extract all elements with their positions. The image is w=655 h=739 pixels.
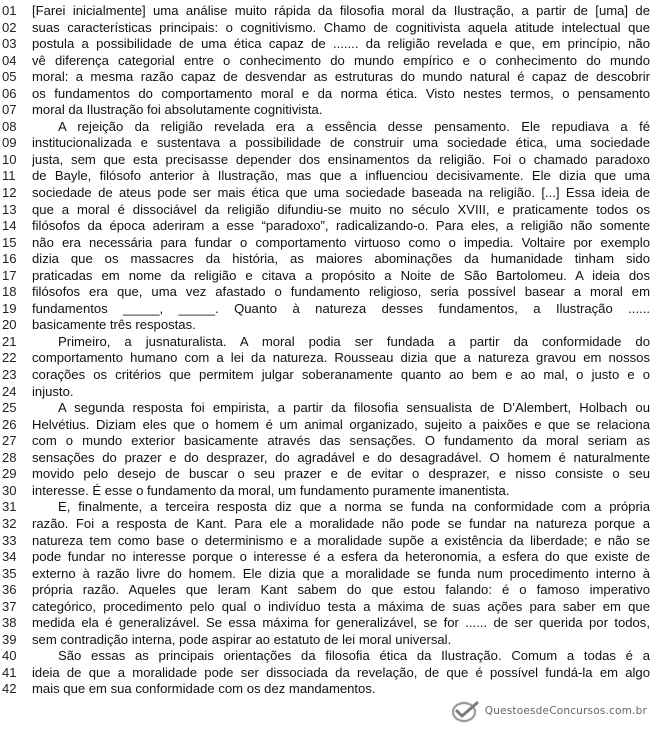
text-line bbox=[0, 317, 655, 334]
line-text: que a moral é dissociável da religião difundiu-se muito no século XVIII, e praticamente todos os bbox=[32, 201, 650, 217]
text-line bbox=[0, 301, 655, 318]
line-text: sociedade de ateus pode ser mais ética que uma sociedade baseada na religião. [...] Essa ideia de bbox=[32, 185, 650, 201]
text-line bbox=[0, 350, 655, 367]
line-text: filósofos era que, uma vez afastado o fundamento religioso, seria possível basear a moral em bbox=[32, 284, 650, 300]
text-line bbox=[0, 632, 655, 649]
line-text: São essas as principais orientações da filosofia ética da Ilustração. Comum a todas é a bbox=[58, 648, 650, 664]
line-number: 41 bbox=[2, 664, 17, 680]
line-number: 12 bbox=[2, 185, 17, 201]
line-number: 20 bbox=[2, 317, 17, 333]
line-text: com o mundo exterior basicamente através das sensações. O fundamento da moral seriam as bbox=[32, 433, 650, 449]
text-line bbox=[0, 3, 655, 20]
line-number: 09 bbox=[2, 135, 17, 151]
line-text: mais que em sua conformidade com os dez mandamentos. bbox=[32, 681, 376, 697]
line-text: medida ela é generalizável. Se essa máxima for generalizável, se for ...... de ser querida por todos, bbox=[32, 615, 650, 631]
line-number: 24 bbox=[2, 383, 17, 399]
text-line bbox=[0, 235, 655, 252]
line-number: 04 bbox=[2, 52, 17, 68]
text-line bbox=[0, 284, 655, 301]
text-line bbox=[0, 648, 655, 665]
line-text: externo à razão livre do homem. Ele dizia que a moralidade se funda num procedimento interno à bbox=[32, 565, 650, 581]
source-watermark bbox=[451, 699, 647, 723]
text-line bbox=[0, 367, 655, 384]
text-line bbox=[0, 202, 655, 219]
line-number: 33 bbox=[2, 532, 17, 548]
line-number: 26 bbox=[2, 416, 17, 432]
check-circle-logo-icon bbox=[451, 699, 481, 723]
line-text: razão. Foi a resposta de Kant. Para ele a moralidade não pode se fundar na natureza porque a bbox=[32, 515, 650, 531]
line-number: 39 bbox=[2, 631, 17, 647]
line-number: 17 bbox=[2, 267, 17, 283]
line-text: moral: a mesma razão capaz de desvendar as estruturas do mundo natural é capaz de descobrir bbox=[32, 69, 650, 85]
line-number: 08 bbox=[2, 118, 17, 134]
line-text: sensações do prazer e do desprazer, do agradável e do desagradável. O homem é naturalmente bbox=[32, 449, 650, 465]
line-text: Primeiro, a jusnaturalista. A moral podia ser fundada a partir da conformidade do bbox=[58, 333, 650, 349]
line-number: 40 bbox=[2, 648, 17, 664]
line-text: ideia de que a moralidade pode ser dissociada da revelação, de que é possível fundá-la em algo bbox=[32, 664, 650, 680]
line-number: 27 bbox=[2, 433, 17, 449]
line-text: os fundamentos do comportamento moral e da norma ética. Visto nestes termos, o pensamento bbox=[32, 85, 650, 101]
line-text: postula a possibilidade de uma ética capaz de ....... da religião revelada e que, em princípio, não bbox=[32, 36, 650, 52]
line-text: própria razão. Aqueles que leram Kant sabem do que estou falando: é o famoso imperativo bbox=[32, 582, 650, 598]
line-number: 28 bbox=[2, 449, 17, 465]
text-line bbox=[0, 433, 655, 450]
line-number: 22 bbox=[2, 350, 17, 366]
line-text: não era necessária para fundar o comportamento virtuoso como o impedia. Voltaire por exemplo bbox=[32, 234, 650, 250]
text-line bbox=[0, 400, 655, 417]
line-text: A rejeição da religião revelada era a essência desse pensamento. Ele repudiava a fé bbox=[58, 118, 650, 134]
text-line bbox=[0, 599, 655, 616]
line-text: comportamento humano com a lei da natureza. Rousseau dizia que a natureza gravou em nossos bbox=[32, 350, 650, 366]
line-text: justa, sem que esta precisasse depender dos ensinamentos da religião. Foi o chamado paradoxo bbox=[32, 151, 650, 167]
text-line bbox=[0, 681, 655, 698]
line-text: de Bayle, filósofo anterior à Ilustração, mas que a influenciou decisivamente. Ele dizia que uma bbox=[32, 168, 650, 184]
text-line bbox=[0, 168, 655, 185]
line-number: 32 bbox=[2, 515, 17, 531]
line-text: corações os critérios que permitem julgar soberanamente quanto ao bem e ao mal, o justo e o bbox=[32, 367, 650, 383]
text-line bbox=[0, 533, 655, 550]
line-text: categórico, procedimento pelo qual o indivíduo testa a máxima de suas ações para saber em que bbox=[32, 598, 650, 614]
line-text: E, finalmente, a terceira resposta diz que a norma se funda na conformidade com a própria bbox=[58, 499, 650, 515]
line-text: interesse. É esse o fundamento da moral, um fundamento puramente imanentista. bbox=[32, 482, 510, 498]
line-number: 23 bbox=[2, 367, 17, 383]
line-number: 05 bbox=[2, 69, 17, 85]
text-line bbox=[0, 450, 655, 467]
text-line bbox=[0, 516, 655, 533]
text-line bbox=[0, 86, 655, 103]
line-number: 36 bbox=[2, 582, 17, 598]
line-number: 38 bbox=[2, 615, 17, 631]
line-text: vê diferença categorial entre o conhecimento do mundo empírico e o conhecimento do mundo bbox=[32, 52, 650, 68]
line-number: 14 bbox=[2, 218, 17, 234]
text-line bbox=[0, 36, 655, 53]
brand-name: QuestoesdeConcursos.com.br bbox=[484, 705, 647, 717]
line-number: 01 bbox=[2, 3, 17, 18]
line-number: 03 bbox=[2, 36, 17, 52]
line-text: filósofos da época aderiram a esse “paradoxo”, radicalizando-o. Para eles, a religião não somente bbox=[32, 218, 650, 234]
text-line bbox=[0, 549, 655, 566]
line-text: pode fundar no interesse porque o interesse é a esfera da heteronomia, a esfera do que existe de bbox=[32, 549, 650, 565]
text-line bbox=[0, 582, 655, 599]
text-line bbox=[0, 185, 655, 202]
text-body bbox=[0, 3, 655, 698]
line-text: natureza tem como base o determinismo e a moralidade supõe a existência da liberdade; e não se bbox=[32, 532, 650, 548]
line-text: fundamentos _____, _____. Quanto à natureza desses fundamentos, a Ilustração ...... bbox=[32, 300, 650, 316]
line-text: A segunda resposta foi empirista, a partir da filosofia sensualista de D’Alembert, Holbach ou bbox=[58, 400, 650, 416]
line-text: [Farei inicialmente] uma análise muito rápida da filosofia moral da Ilustração, a partir de [uma] de bbox=[32, 3, 650, 18]
line-text: Helvétius. Diziam eles que o homem é um animal organizado, sujeito a paixões e que se relaciona bbox=[32, 416, 650, 432]
text-line bbox=[0, 251, 655, 268]
line-text: basicamente três respostas. bbox=[32, 317, 196, 333]
line-number: 34 bbox=[2, 549, 17, 565]
line-number: 02 bbox=[2, 19, 17, 35]
text-line bbox=[0, 334, 655, 351]
line-text: institucionalizada e sustentava a possibilidade de construir uma sociedade ética, uma sociedade bbox=[32, 135, 650, 151]
text-line bbox=[0, 384, 655, 401]
line-number: 37 bbox=[2, 598, 17, 614]
text-line bbox=[0, 102, 655, 119]
line-number: 06 bbox=[2, 85, 17, 101]
line-number: 10 bbox=[2, 151, 17, 167]
text-line bbox=[0, 483, 655, 500]
line-text: movido pelo desejo de buscar o seu prazer e de evitar o desprazer, e nisso consiste o seu bbox=[32, 466, 650, 482]
line-number: 18 bbox=[2, 284, 17, 300]
line-text: sem contradição interna, pode aspirar ao estatuto de lei moral universal. bbox=[32, 631, 452, 647]
line-number: 21 bbox=[2, 333, 17, 349]
line-text: injusto. bbox=[32, 383, 74, 399]
line-number: 35 bbox=[2, 565, 17, 581]
line-text: dizia que os massacres da história, as maiores abominações da humanidade tinham sido bbox=[32, 251, 650, 267]
line-number: 19 bbox=[2, 300, 17, 316]
text-line bbox=[0, 615, 655, 632]
line-number: 16 bbox=[2, 251, 17, 267]
text-line bbox=[0, 499, 655, 516]
text-line bbox=[0, 466, 655, 483]
text-line bbox=[0, 53, 655, 70]
line-number: 13 bbox=[2, 201, 17, 217]
line-number: 15 bbox=[2, 234, 17, 250]
line-number: 25 bbox=[2, 400, 17, 416]
text-line bbox=[0, 665, 655, 682]
line-number: 42 bbox=[2, 681, 17, 697]
line-text: praticadas em nome da religião e citava a propósito a Noite de São Bartolomeu. A ideia dos bbox=[32, 267, 650, 283]
text-line bbox=[0, 268, 655, 285]
text-line bbox=[0, 417, 655, 434]
text-line bbox=[0, 566, 655, 583]
line-number: 07 bbox=[2, 102, 17, 118]
line-text: moral da Ilustração foi absolutamente cognitivista. bbox=[32, 102, 323, 118]
text-line bbox=[0, 20, 655, 37]
line-number: 29 bbox=[2, 466, 17, 482]
text-line bbox=[0, 218, 655, 235]
text-line bbox=[0, 119, 655, 136]
line-text: suas características principais: o cognitivismo. Chamo de cognitivista aquela atitude intelectual que bbox=[32, 19, 650, 35]
line-number: 31 bbox=[2, 499, 17, 515]
line-number: 30 bbox=[2, 482, 17, 498]
text-line bbox=[0, 69, 655, 86]
text-line bbox=[0, 152, 655, 169]
line-number: 11 bbox=[2, 168, 16, 184]
text-line bbox=[0, 135, 655, 152]
